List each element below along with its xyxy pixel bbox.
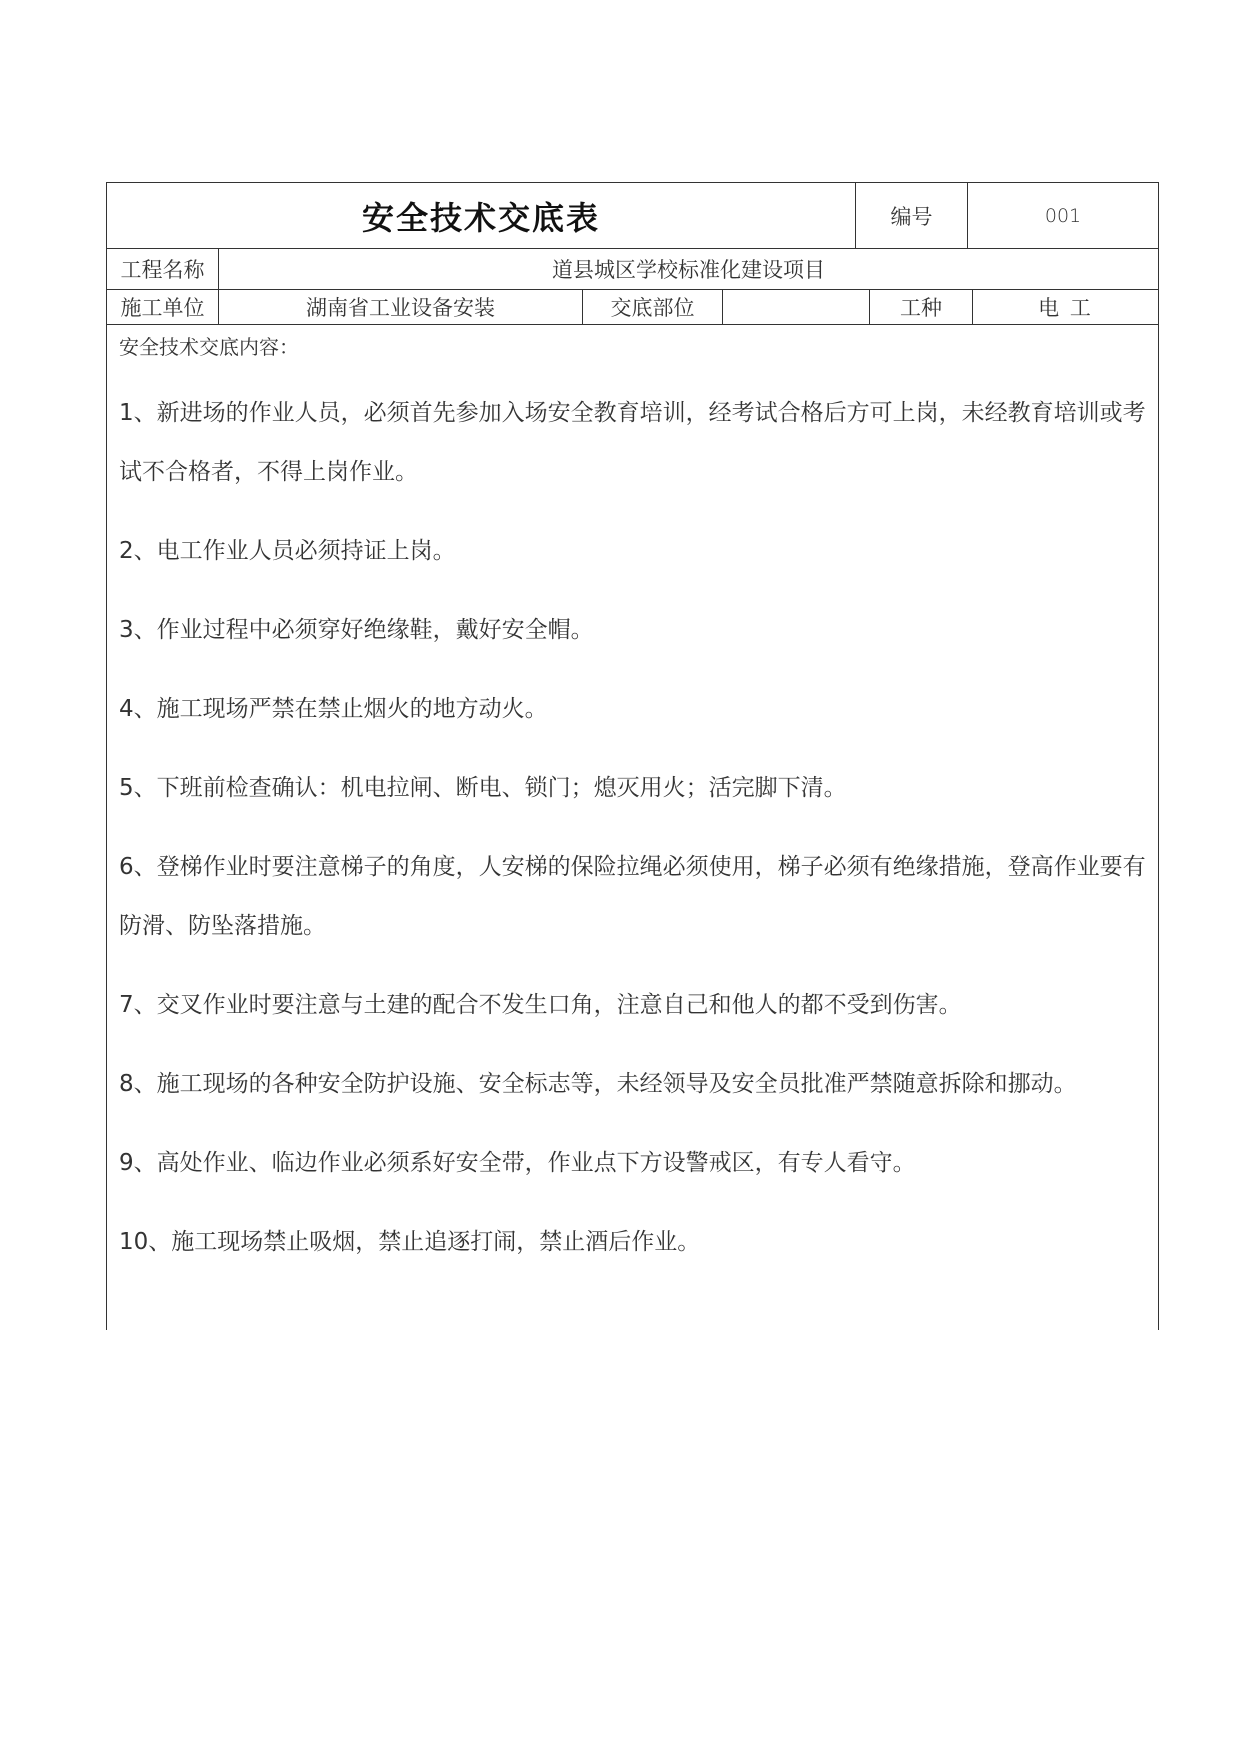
item-number: 6 [119,854,134,880]
item-number: 4 [119,696,134,722]
code-label: 编号 [856,183,968,248]
disclosure-part-label: 交底部位 [583,290,723,324]
project-name-label: 工程名称 [107,249,219,289]
item-text: 、作业过程中必须穿好绝缘鞋，戴好安全帽。 [133,617,594,643]
construction-unit-label: 施工单位 [107,290,219,324]
list-item [119,522,1146,581]
work-type-label: 工种 [870,290,973,324]
disclosure-part-value [723,290,870,324]
item-text: 、新进场的作业人员，必须首先参加入场安全教育培训，经考试合格后方可上岗，未经教育培训或考试不合格者，不得上岗作业。 [119,400,1146,485]
list-item [119,976,1146,1035]
safety-disclosure-form [106,182,1159,1330]
title-row [107,182,1158,248]
item-number: 7 [119,992,134,1018]
item-number: 5 [119,775,134,801]
list-item [119,1055,1146,1114]
unit-row [107,289,1158,324]
list-item [119,601,1146,660]
item-number: 2 [119,538,134,564]
list-item [119,1213,1146,1272]
item-text: 、下班前检查确认：机电拉闸、断电、锁门；熄灭用火；活完脚下清。 [133,775,847,801]
list-item [119,759,1146,818]
item-text: 、施工现场严禁在禁止烟火的地方动火。 [133,696,548,722]
item-text: 、登梯作业时要注意梯子的角度，人安梯的保险拉绳必须使用，梯子必须有绝缘措施，登高作业要有防滑、防坠落措施。 [119,854,1146,939]
list-item [119,838,1146,956]
content-heading: 安全技术交底内容： [119,335,299,359]
construction-unit-value: 湖南省工业设备安装 [219,290,583,324]
item-number: 3 [119,617,134,643]
form-title: 安全技术交底表 [107,183,856,248]
item-text: 、施工现场的各种安全防护设施、安全标志等，未经领导及安全员批准严禁随意拆除和挪动。 [133,1071,1077,1097]
item-text: 、施工现场禁止吸烟，禁止追逐打闹，禁止酒后作业。 [148,1229,701,1255]
work-type-value: 电 工 [1038,296,1093,320]
item-text: 、交叉作业时要注意与土建的配合不发生口角，注意自己和他人的都不受到伤害。 [133,992,962,1018]
item-text: 、电工作业人员必须持证上岗。 [133,538,456,564]
code-value: 001 [1044,204,1082,227]
item-number: 9 [119,1150,134,1176]
list-item [119,384,1146,502]
list-item [119,680,1146,739]
item-number: 10 [119,1229,149,1255]
item-text: 、高处作业、临边作业必须系好安全带，作业点下方设警戒区，有专人看守。 [133,1150,916,1176]
list-item [119,1134,1146,1193]
project-row [107,248,1158,289]
project-name-value: 道县城区学校标准化建设项目 [552,258,825,282]
item-number: 8 [119,1071,134,1097]
item-number: 1 [119,400,134,426]
disclosure-content [107,324,1158,1330]
